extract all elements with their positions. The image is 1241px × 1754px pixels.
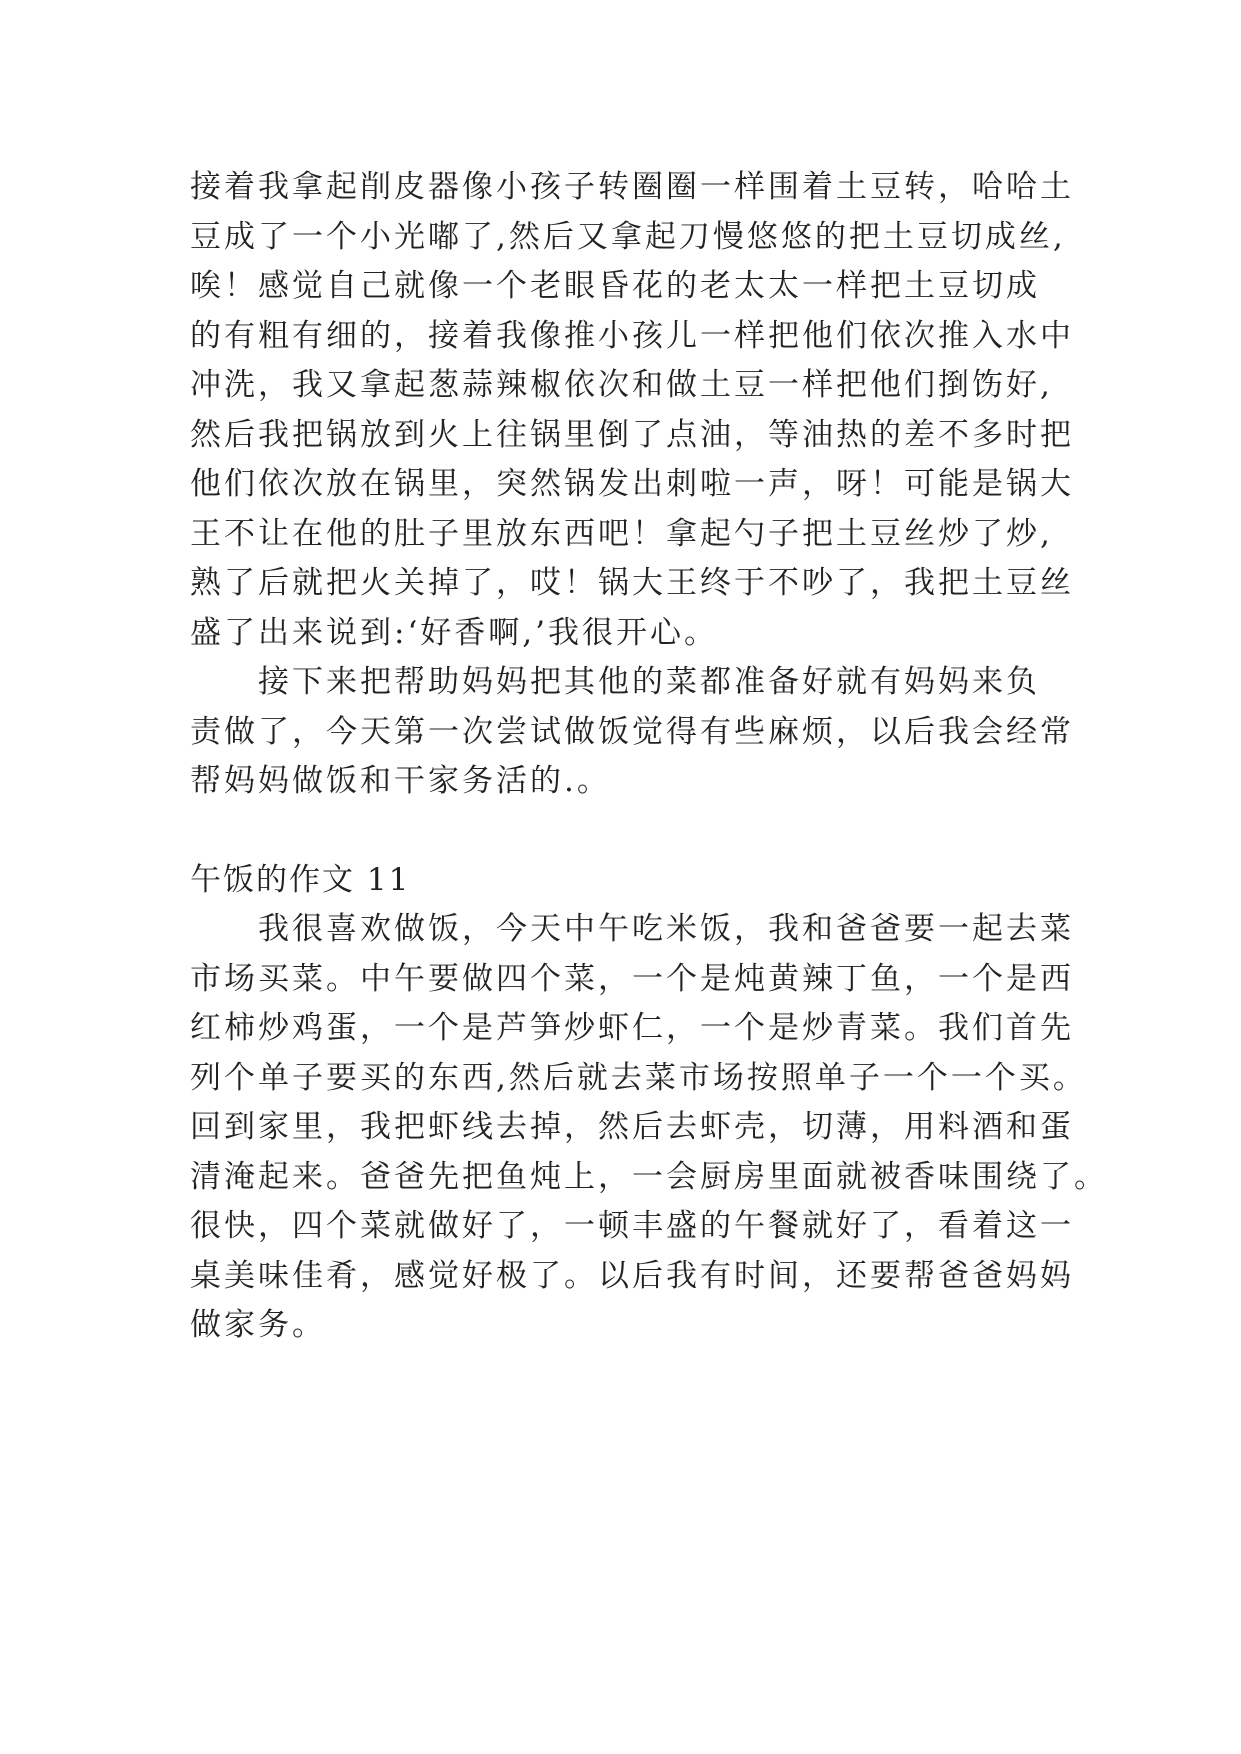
text-line: 责做了，今天第一次尝试做饭觉得有些麻烦，以后我会经常: [190, 713, 1074, 750]
text-line: 桌美味佳肴，感觉好极了。以后我有时间，还要帮爸爸妈妈: [190, 1257, 1074, 1294]
text-line: 豆成了一个小光嘟了,然后又拿起刀慢悠悠的把土豆切成丝,: [190, 218, 1066, 255]
text-line: 然后我把锅放到火上往锅里倒了点油，等油热的差不多时把: [190, 416, 1074, 453]
text-line: 列个单子要买的东西,然后就去菜市场按照单子一个一个买。: [190, 1059, 1087, 1096]
page-content: [190, 163, 1120, 1351]
text-line: 王不让在他的肚子里放东西吧！拿起勺子把土豆丝炒了炒,: [190, 515, 1053, 552]
text-line: 盛了出来说到:‘好香啊,’我很开心。: [190, 614, 719, 651]
text-line: 他们依次放在锅里，突然锅发出刺啦一声，呀！可能是锅大: [190, 466, 1074, 502]
text-line: 做家务。: [190, 1307, 326, 1343]
text-line: 红柿炒鸡蛋，一个是芦笋炒虾仁，一个是炒青菜。我们首先: [190, 1010, 1074, 1046]
text-line: 接着我拿起削皮器像小孩子转圈圈一样围着土豆转，哈哈土: [190, 169, 1074, 205]
paragraph: [190, 905, 1120, 1351]
text-line: 市场买菜。中午要做四个菜，一个是炖黄辣丁鱼，一个是西: [190, 960, 1074, 997]
paragraph: [190, 658, 1120, 807]
section-heading: 午饭的作文 11: [190, 861, 411, 898]
text-line: 很快，四个菜就做好了，一顿丰盛的午餐就好了，看着这一: [190, 1208, 1074, 1244]
paragraph: [190, 163, 1120, 658]
text-line: 我很喜欢做饭，今天中午吃米饭，我和爸爸要一起去菜: [258, 911, 1074, 947]
text-line: 的有粗有细的，接着我像推小孩儿一样把他们依次推入水中: [190, 317, 1074, 354]
text-line: 冲洗，我又拿起葱蒜辣椒依次和做土豆一样把他们捯饬好,: [190, 367, 1053, 403]
text-line: 接下来把帮助妈妈把其他的菜都准备好就有妈妈来负: [258, 664, 1040, 700]
text-line: 回到家里，我把虾线去掉，然后去虾壳，切薄，用料酒和蛋: [190, 1109, 1074, 1145]
text-line: 清淹起来。爸爸先把鱼炖上，一会厨房里面就被香味围绕了。: [190, 1158, 1108, 1195]
text-line: 唉！感觉自己就像一个老眼昏花的老太太一样把土豆切成: [190, 268, 1040, 304]
text-line: 熟了后就把火关掉了，哎！锅大王终于不吵了，我把土豆丝: [190, 565, 1074, 601]
text-line: 帮妈妈做饭和干家务活的.。: [190, 763, 611, 799]
